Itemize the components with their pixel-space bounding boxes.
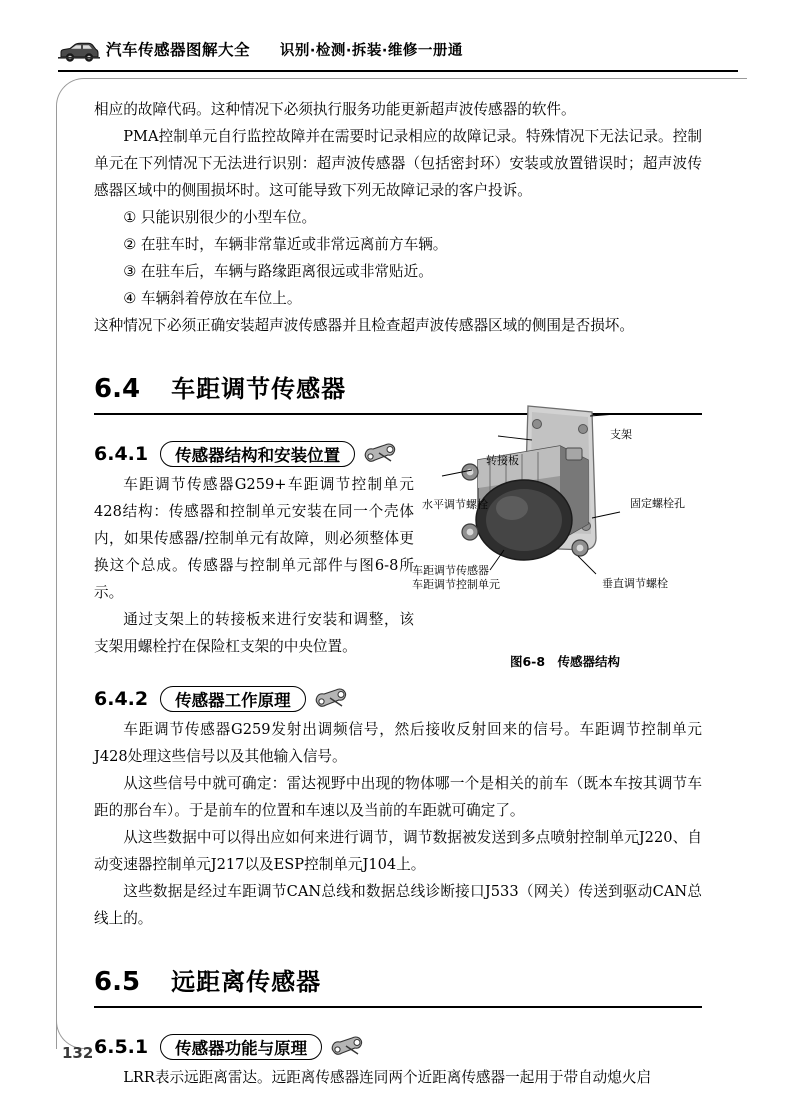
- figure-label-adapter-plate: 转接板: [486, 454, 519, 467]
- list-item: ④ 车辆斜着停放在车位上。: [123, 290, 302, 307]
- subsection-heading-651: [94, 1030, 702, 1064]
- paragraph-642-2: 从这些信号中就可确定：雷达视野中出现的物体哪一个是相关的前车（既本车按其调节车距的那台车）。于是前车的位置和车速以及当前的车距就可确定了。: [94, 775, 702, 819]
- page-number: 132: [62, 1044, 94, 1062]
- subsection-title: 传感器结构和安装位置: [160, 441, 355, 467]
- paragraph-642-3: 从这些数据中可以得出应如何来进行调节，调节数据被发送到多点喷射控制单元J220、自动变速器控制单元J217以及ESP控制单元J104上。: [94, 829, 702, 873]
- paragraph-642-1: 车距调节传感器G259发射出调频信号，然后接收反射回来的信号。车距调节控制单元J428处理这些信号以及其他输入信号。: [94, 721, 702, 765]
- wrench-icon: [312, 684, 352, 714]
- figure-label-bracket: 支架: [610, 428, 632, 441]
- figure-caption: 图6-8 传感器结构: [509, 654, 621, 669]
- paragraph-651-1: LRR表示远距离雷达。远距离传感器连同两个近距离传感器一起用于带自动熄火启: [123, 1069, 652, 1086]
- paragraph-intro-1: 相应的故障代码。这种情况下必须执行服务功能更新超声波传感器的软件。: [94, 101, 576, 118]
- subsection-number: 6.5.1: [94, 1036, 149, 1058]
- figure-label-vertical-bolt: 垂直调节螺栓: [602, 577, 668, 590]
- page-header: [58, 38, 732, 72]
- header-title-group: [106, 38, 463, 60]
- book-subtitle: 识别·检测·拆装·维修一册通: [279, 43, 463, 59]
- subsection-number: 6.4.2: [94, 688, 149, 710]
- book-title: 汽车传感器图解大全: [106, 41, 251, 59]
- list-item: ② 在驻车时，车辆非常靠近或非常远离前方车辆。: [123, 236, 448, 253]
- figure-6-8: [420, 398, 712, 648]
- paragraph-642-4: 这些数据是经过车距调节CAN总线和数据总线诊断接口J533（网关）传送到驱动CAN总线上的。: [94, 883, 702, 927]
- paragraph-641-1: 车距调节传感器G259+车距调节控制单元428结构：传感器和控制单元安装在同一个壳体内，如果传感器/控制单元有故障，则必须整体更换这个总成。传感器与控制单元部件与图6-8所示。: [94, 476, 414, 601]
- section-title: 车距调节传感器: [171, 375, 347, 403]
- subsection-title: 传感器工作原理: [160, 686, 306, 712]
- section-heading-65: [94, 962, 702, 1008]
- list-item: ③ 在驻车后，车辆与路缘距离很远或非常贴近。: [123, 263, 433, 280]
- section-number: 6.5: [94, 967, 141, 997]
- figure-label-fixing-hole: 固定螺栓孔: [630, 497, 685, 510]
- section-divider: [94, 1006, 702, 1008]
- section-number: 6.4: [94, 374, 141, 404]
- figure-label-sensor: 车距调节传感器: [412, 564, 489, 577]
- car-icon: [58, 40, 100, 64]
- paragraph-intro-2: PMA控制单元自行监控故障并在需要时记录相应的故障记录。特殊情况下无法记录。控制单元在下列情况下无法进行识别：超声波传感器（包括密封环）安装或放置错误时；超声波传感器区域中的侧围损坏时。这可能导致下列无故障记录的客户投诉。: [94, 128, 702, 199]
- page-frame-decoration-bottom: [56, 950, 87, 1049]
- header-divider: [58, 70, 738, 72]
- list-item: ① 只能识别很少的小型车位。: [123, 209, 317, 226]
- subsection-title: 传感器功能与原理: [160, 1034, 322, 1060]
- figure-label-horizontal-bolt: 水平调节螺栓: [422, 498, 488, 511]
- wrench-icon: [361, 439, 401, 469]
- wrench-icon: [328, 1032, 368, 1062]
- subsection-heading-642: [94, 682, 702, 716]
- figure-label-control-unit: 车距调节控制单元: [412, 578, 500, 591]
- subsection-number: 6.4.1: [94, 443, 149, 465]
- paragraph-641-2: 通过支架上的转接板来进行安装和调整，该支架用螺栓拧在保险杠支架的中央位置。: [94, 611, 414, 655]
- section-title: 远距离传感器: [171, 968, 322, 996]
- paragraph-intro-3: 这种情况下必须正确安装超声波传感器并且检查超声波传感器区域的侧围是否损坏。: [94, 317, 634, 334]
